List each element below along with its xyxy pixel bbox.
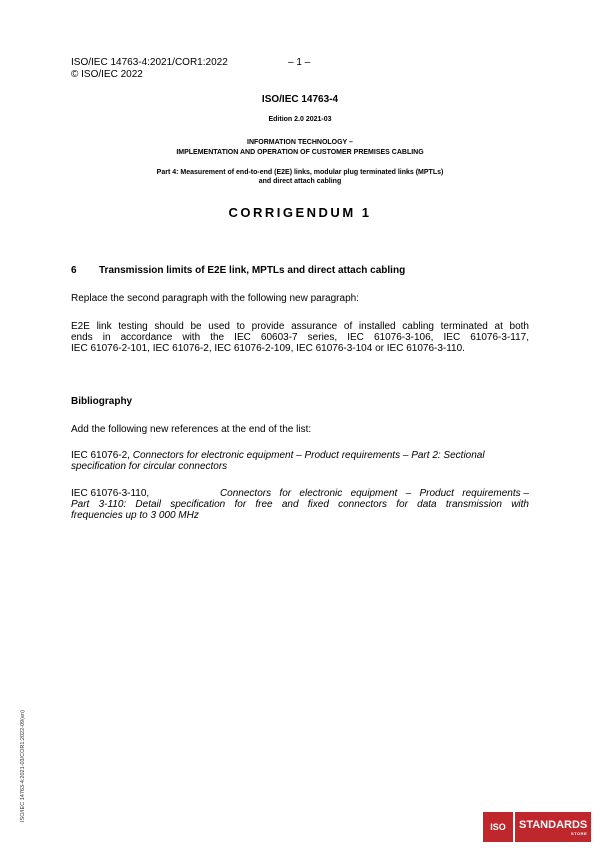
paragraph-line-2: ends in accordance with the IEC 60603-7 series, IEC 61076-3-106, IEC 61076-3-117, (71, 332, 529, 343)
paragraph-line-3: IEC 61076-2-101, IEC 61076-2, IEC 61076-2-109, IEC 61076-3-104 or IEC 61076-3-110. (71, 343, 465, 354)
section-title: Transmission limits of E2E link, MPTLs and direct attach cabling (99, 265, 406, 276)
logo-sub: STORE (571, 830, 588, 836)
logo-wordmark (515, 812, 591, 842)
page-number: – 1 – (288, 57, 311, 68)
bibliography-instruction: Add the following new references at the end of the list: (71, 424, 312, 435)
iso-standards-store-logo (483, 812, 591, 842)
part-title-line-2: and direct attach cabling (258, 178, 342, 185)
side-document-code: ISO/IEC 14763-4:2021-03/COR1:2022-09(en) (20, 710, 26, 822)
title-line-1: INFORMATION TECHNOLOGY – (247, 139, 353, 146)
reference-1-id: IEC 61076-2, (71, 450, 130, 461)
reference-2 (71, 488, 529, 500)
standard-number: ISO/IEC 14763-4 (261, 94, 339, 105)
reference-1-title-line-2: specification for circular connectors (71, 461, 228, 472)
logo-word: STANDARDS (519, 818, 588, 831)
section-instruction: Replace the second paragraph with the following new paragraph: (71, 293, 359, 304)
reference-2-title-line-1: Connectors for electronic equipment – Product requirements – (219, 488, 529, 499)
reference-2-title-line-2: Part 3-110: Detail specification for free and fixed connectors for data transmission with (71, 499, 529, 510)
section-number: 6 (71, 265, 77, 276)
bibliography-title: Bibliography (71, 396, 133, 407)
copyright: © ISO/IEC 2022 (71, 69, 143, 80)
iso-mark: ISO (483, 812, 513, 842)
document-id: ISO/IEC 14763-4:2021/COR1:2022 (71, 57, 228, 68)
paragraph-line-1: E2E link testing should be used to provide assurance of installed cabling terminated at both (71, 321, 529, 332)
reference-1-title-line-1: Connectors for electronic equipment – Product requirements – Part 2: Sectional (132, 450, 485, 461)
reference-2-id: IEC 61076-3-110, (71, 488, 150, 499)
reference-1 (71, 450, 529, 462)
part-title-line-1: Part 4: Measurement of end-to-end (E2E) links, modular plug terminated links (MPTLs) (156, 169, 444, 176)
edition-line: Edition 2.0 2021-03 (268, 116, 332, 123)
reference-2-title-line-3: frequencies up to 3 000 MHz (71, 510, 199, 521)
title-line-2: IMPLEMENTATION AND OPERATION OF CUSTOMER PREMISES CABLING (176, 149, 424, 156)
corrigendum-heading: CORRIGENDUM 1 (228, 205, 372, 220)
